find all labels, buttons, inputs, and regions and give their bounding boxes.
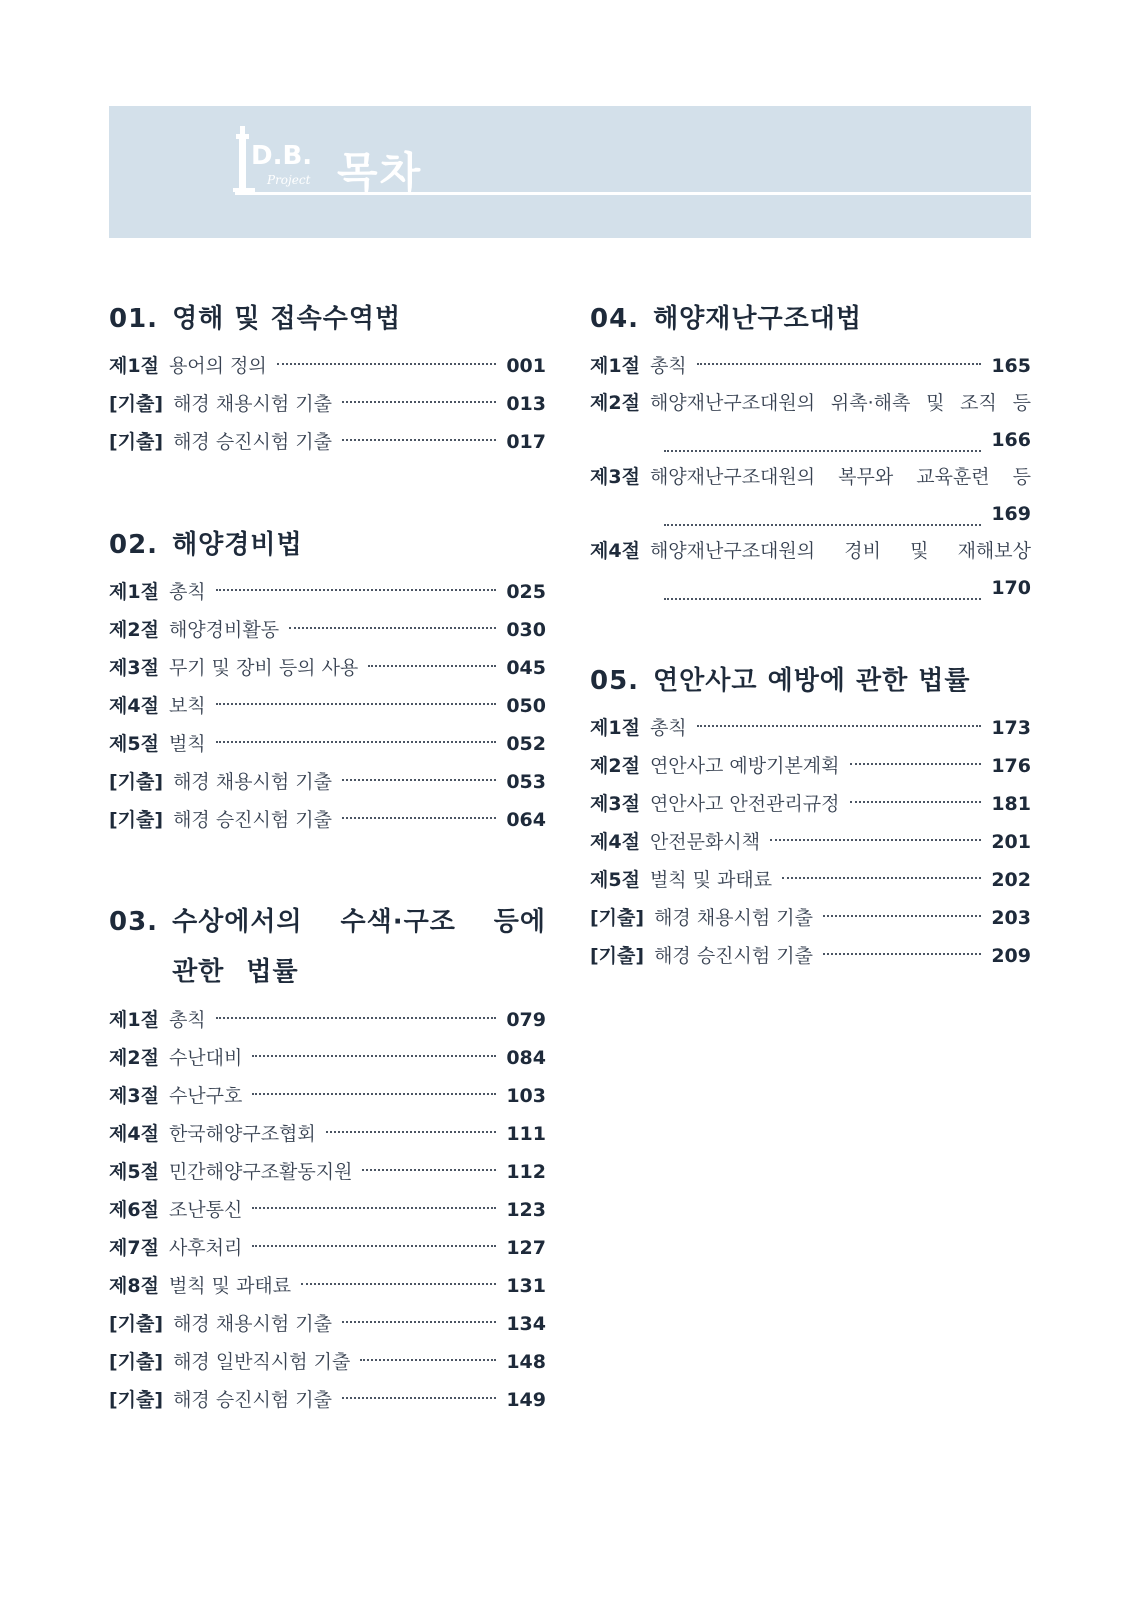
- toc-entry[interactable]: [109, 649, 546, 687]
- entry-title: 총칙: [168, 581, 206, 603]
- chapter-title: 해양재난구조대법: [653, 304, 862, 334]
- entry-label: [기출]: [590, 907, 645, 929]
- entry-page: 134: [506, 1313, 546, 1335]
- entry-title: 해경 승진시험 기출: [173, 809, 332, 831]
- entry-page: 123: [506, 1199, 546, 1221]
- dot-leader: [823, 953, 981, 955]
- entry-title: 민간해양구조활동지원: [168, 1161, 353, 1183]
- entry-title: 조난통신: [168, 1199, 243, 1221]
- dot-leader: [301, 1283, 496, 1285]
- entry-label: 제5절: [590, 869, 640, 891]
- dot-leader: [664, 562, 981, 600]
- dot-leader: [289, 627, 496, 629]
- lighthouse-logo-icon: [233, 124, 333, 198]
- entry-page: 084: [506, 1047, 546, 1069]
- entry-page: 209: [991, 945, 1031, 967]
- chapter-heading[interactable]: [109, 521, 546, 569]
- entry-label: 제2절: [590, 755, 640, 777]
- chapter-entries: [109, 573, 546, 839]
- entry-page: 013: [506, 393, 546, 415]
- entry-page: 176: [991, 755, 1031, 777]
- dot-leader: [368, 665, 496, 667]
- entry-title: 벌칙 및 과태료: [649, 869, 773, 891]
- toc-entry[interactable]: [109, 1267, 546, 1305]
- entry-page: 170: [991, 577, 1031, 599]
- entry-title: 해경 채용시험 기출: [173, 1313, 332, 1335]
- dot-leader: [326, 1131, 497, 1133]
- entry-page: 103: [506, 1085, 546, 1107]
- dot-leader: [697, 363, 982, 365]
- toc-entry[interactable]: [590, 899, 1031, 937]
- dot-leader: [216, 1017, 497, 1019]
- entry-page: 001: [506, 355, 546, 377]
- entry-title: 해경 일반직시험 기출: [173, 1351, 351, 1373]
- entry-page: 131: [506, 1275, 546, 1297]
- entry-label: [기출]: [590, 945, 645, 967]
- entry-title: 수난대비: [168, 1047, 243, 1069]
- entry-label: 제2절: [109, 1047, 159, 1069]
- entry-title: 해경 채용시험 기출: [173, 771, 332, 793]
- toc-entry[interactable]: [109, 423, 546, 461]
- chapter-title: 연안사고 예방에 관한 법률: [653, 666, 971, 696]
- chapter-entries: [109, 1001, 546, 1419]
- entry-page: 064: [506, 809, 546, 831]
- toc-entry[interactable]: [109, 347, 546, 385]
- toc-entry[interactable]: [109, 725, 546, 763]
- entry-label: 제3절: [590, 466, 640, 488]
- dot-leader: [342, 401, 496, 403]
- entry-page: 052: [506, 733, 546, 755]
- entry-label: 제7절: [109, 1237, 159, 1259]
- entry-page: 148: [506, 1351, 546, 1373]
- entry-title: 안전문화시책: [649, 831, 761, 853]
- entry-label: [기출]: [109, 1351, 164, 1373]
- entry-label: [기출]: [109, 1389, 164, 1411]
- entry-title: 보칙: [168, 695, 206, 717]
- entry-title: 해경 승진시험 기출: [173, 1389, 332, 1411]
- entry-page: 165: [991, 355, 1031, 377]
- toc-entry[interactable]: [109, 1305, 546, 1343]
- toc-entry[interactable]: [109, 385, 546, 423]
- toc-entry[interactable]: [109, 1039, 546, 1077]
- logo-sub: Project: [267, 173, 311, 187]
- entry-page: 111: [506, 1123, 546, 1145]
- entry-page: 173: [991, 717, 1031, 739]
- dot-leader: [277, 363, 497, 365]
- entry-label: [기출]: [109, 393, 164, 415]
- dot-leader: [216, 741, 497, 743]
- dot-leader: [252, 1245, 496, 1247]
- entry-title: 해양재난구조대원의 위촉·해촉 및 조직 등: [649, 392, 1031, 414]
- dot-leader: [342, 1321, 496, 1323]
- entry-title: 벌칙: [168, 733, 206, 755]
- entry-page: 053: [506, 771, 546, 793]
- dot-leader: [252, 1055, 496, 1057]
- entry-label: 제1절: [109, 1009, 159, 1031]
- entry-label: 제4절: [109, 695, 159, 717]
- entry-title: 총칙: [649, 355, 687, 377]
- toc-entry[interactable]: [590, 823, 1031, 861]
- entry-label: 제4절: [109, 1123, 159, 1145]
- toc-banner: [109, 106, 1031, 238]
- chapter-entries: [590, 347, 1031, 607]
- toc-entry[interactable]: [109, 1153, 546, 1191]
- entry-page: 201: [991, 831, 1031, 853]
- dot-leader: [342, 817, 496, 819]
- entry-page: 112: [506, 1161, 546, 1183]
- toc-entry[interactable]: [109, 1077, 546, 1115]
- entry-page: 050: [506, 695, 546, 717]
- chapter-heading[interactable]: [590, 295, 1031, 343]
- entry-title: 벌칙 및 과태료: [168, 1275, 292, 1297]
- toc-entry[interactable]: [590, 747, 1031, 785]
- entry-page: 166: [991, 429, 1031, 451]
- dot-leader: [664, 488, 981, 526]
- entry-title: 무기 및 장비 등의 사용: [168, 657, 359, 679]
- toc-entry[interactable]: [109, 763, 546, 801]
- entry-page: 079: [506, 1009, 546, 1031]
- entry-label: 제1절: [109, 355, 159, 377]
- chapter-heading[interactable]: [109, 897, 546, 997]
- chapter-number: 03.: [109, 907, 159, 937]
- entry-title: 사후처리: [168, 1237, 243, 1259]
- dot-leader: [216, 703, 497, 705]
- toc-entry[interactable]: [109, 1229, 546, 1267]
- dot-leader: [216, 589, 497, 591]
- chapter-title: 해양경비법: [172, 530, 303, 560]
- dot-leader: [342, 439, 496, 441]
- toc-column-right: [590, 295, 1031, 975]
- entry-title: 해경 승진시험 기출: [173, 431, 332, 453]
- entry-label: 제5절: [109, 733, 159, 755]
- entry-title: 총칙: [168, 1009, 206, 1031]
- entry-title: 용어의 정의: [168, 355, 267, 377]
- dot-leader: [360, 1359, 496, 1361]
- entry-title: 해양재난구조대원의 복무와 교육훈련 등: [649, 466, 1031, 488]
- entry-label: 제3절: [590, 793, 640, 815]
- toc-entry[interactable]: [109, 573, 546, 611]
- entry-page: 045: [506, 657, 546, 679]
- entry-label: 제8절: [109, 1275, 159, 1297]
- toc-entry[interactable]: [109, 611, 546, 649]
- entry-label: 제4절: [590, 831, 640, 853]
- chapter-number: 02.: [109, 530, 159, 560]
- entry-page: 017: [506, 431, 546, 453]
- entry-page: 025: [506, 581, 546, 603]
- chapter-number: 01.: [109, 304, 159, 334]
- entry-label: 제3절: [109, 657, 159, 679]
- toc-entry[interactable]: [590, 459, 1031, 533]
- dot-leader: [823, 915, 981, 917]
- dot-leader: [252, 1093, 496, 1095]
- entry-label: [기출]: [109, 1313, 164, 1335]
- chapter-title: 수상에서의 수색·구조 등에 관한 법률: [172, 907, 546, 987]
- chapter-entries: [590, 709, 1031, 975]
- entry-title: 수난구호: [168, 1085, 243, 1107]
- entry-label: 제2절: [590, 392, 640, 414]
- chapter-entries: [109, 347, 546, 461]
- page-title: 목차: [337, 148, 423, 197]
- toc-entry[interactable]: [590, 937, 1031, 975]
- toc-entry[interactable]: [590, 861, 1031, 899]
- entry-title: 한국해양구조협회: [168, 1123, 316, 1145]
- dot-leader: [252, 1207, 496, 1209]
- entry-label: 제2절: [109, 619, 159, 641]
- chapter-number: 05.: [590, 666, 640, 696]
- entry-page: 203: [991, 907, 1031, 929]
- entry-title: 총칙: [649, 717, 687, 739]
- toc-entry[interactable]: [590, 709, 1031, 747]
- dot-leader: [782, 877, 981, 879]
- entry-label: [기출]: [109, 431, 164, 453]
- entry-title: 해경 채용시험 기출: [654, 907, 813, 929]
- entry-label: [기출]: [109, 771, 164, 793]
- entry-label: 제6절: [109, 1199, 159, 1221]
- toc-entry[interactable]: [590, 785, 1031, 823]
- entry-label: 제3절: [109, 1085, 159, 1107]
- dot-leader: [362, 1169, 496, 1171]
- entry-page: 169: [991, 503, 1031, 525]
- entry-label: 제5절: [109, 1161, 159, 1183]
- entry-title: 해양재난구조대원의 경비 및 재해보상: [649, 540, 1031, 562]
- entry-page: 030: [506, 619, 546, 641]
- toc-entry[interactable]: [109, 1191, 546, 1229]
- toc-entry[interactable]: [590, 533, 1031, 607]
- entry-label: 제1절: [590, 355, 640, 377]
- toc-entry[interactable]: [109, 1381, 546, 1419]
- entry-page: 149: [506, 1389, 546, 1411]
- dot-leader: [850, 801, 982, 803]
- toc-entry[interactable]: [109, 687, 546, 725]
- entry-title: 해경 승진시험 기출: [654, 945, 813, 967]
- entry-title: 해양경비활동: [168, 619, 280, 641]
- toc-column-left: [109, 295, 546, 1419]
- entry-label: [기출]: [109, 809, 164, 831]
- entry-label: 제1절: [590, 717, 640, 739]
- entry-title: 연안사고 예방기본계획: [649, 755, 840, 777]
- toc-entry[interactable]: [109, 1343, 546, 1381]
- chapter-heading[interactable]: [109, 295, 546, 343]
- dot-leader: [697, 725, 982, 727]
- entry-label: 제1절: [109, 581, 159, 603]
- toc-entry[interactable]: [109, 1001, 546, 1039]
- entry-page: 202: [991, 869, 1031, 891]
- chapter-heading[interactable]: [590, 657, 1031, 705]
- entry-label: 제4절: [590, 540, 640, 562]
- entry-title: 해경 채용시험 기출: [173, 393, 332, 415]
- chapter-number: 04.: [590, 304, 640, 334]
- toc-entry[interactable]: [590, 347, 1031, 385]
- dot-leader: [664, 414, 981, 452]
- toc-entry[interactable]: [109, 801, 546, 839]
- dot-leader: [770, 839, 981, 841]
- entry-page: 127: [506, 1237, 546, 1259]
- entry-title: 연안사고 안전관리규정: [649, 793, 840, 815]
- toc-entry[interactable]: [109, 1115, 546, 1153]
- dot-leader: [342, 779, 496, 781]
- logo-text: D.B.: [251, 141, 313, 171]
- dot-leader: [342, 1397, 496, 1399]
- toc-entry[interactable]: [590, 385, 1031, 459]
- entry-page: 181: [991, 793, 1031, 815]
- dot-leader: [850, 763, 982, 765]
- chapter-title: 영해 및 접속수역법: [172, 304, 402, 334]
